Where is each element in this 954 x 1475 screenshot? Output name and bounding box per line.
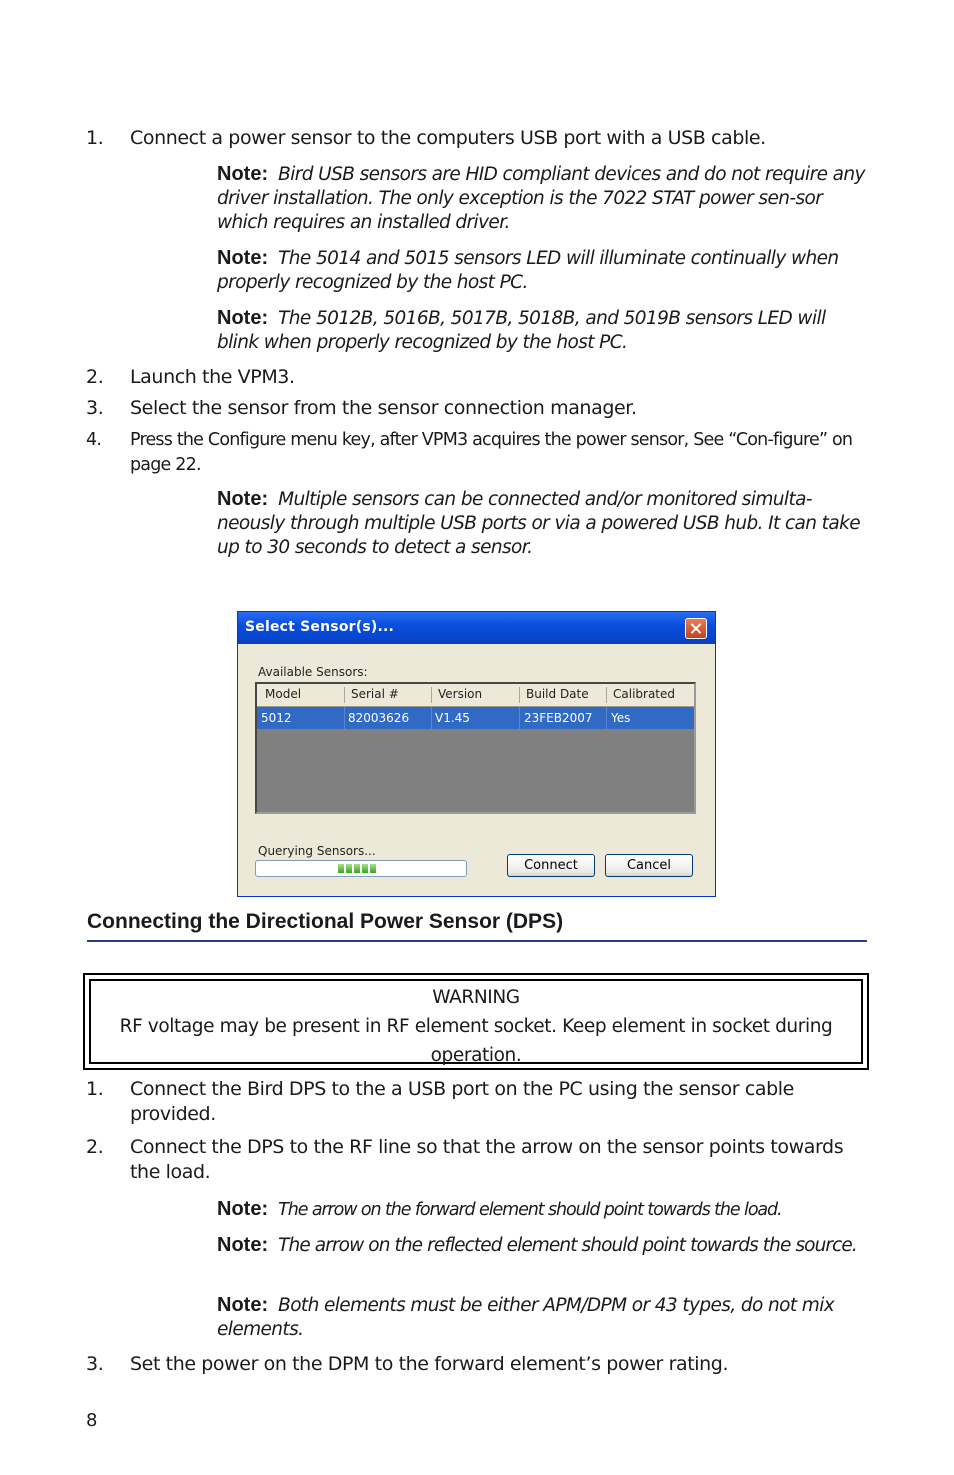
warning-inner bbox=[89, 979, 863, 1064]
note-text: The 5012B, 5016B, 5017B, 5018B, and 5019B sensors LED will blink when properly recognized by the host PC. bbox=[217, 308, 826, 353]
note-label: Note: bbox=[217, 163, 269, 185]
note-text: The arrow on the forward element should point towards the load. bbox=[278, 1200, 782, 1220]
note-text: Both elements must be either APM/DPM or 43 types, do not mix elements. bbox=[217, 1295, 835, 1340]
select-sensor-dialog bbox=[237, 611, 716, 897]
dialog-title: Select Sensor(s)... bbox=[245, 619, 395, 635]
note-block bbox=[217, 1233, 867, 1258]
note-label: Note: bbox=[217, 247, 269, 269]
column-divider bbox=[344, 707, 345, 729]
column-header-model[interactable]: Model bbox=[265, 687, 302, 701]
progress-block bbox=[354, 864, 360, 873]
progress-block bbox=[346, 864, 352, 873]
column-header-serial[interactable]: Serial # bbox=[351, 687, 399, 701]
progress-block bbox=[370, 864, 376, 873]
step-item bbox=[86, 396, 866, 421]
sensor-list[interactable] bbox=[255, 682, 696, 814]
note-label: Note: bbox=[217, 488, 269, 510]
step-item bbox=[86, 365, 866, 390]
step-number: 2. bbox=[86, 366, 104, 388]
step-item bbox=[86, 1352, 866, 1377]
step-item bbox=[86, 1077, 866, 1127]
column-divider bbox=[606, 707, 607, 729]
section-heading: Connecting the Directional Power Sensor (DPS) bbox=[87, 908, 867, 942]
note-text: The 5014 and 5015 sensors LED will illuminate continually when properly recognized by the host PC. bbox=[217, 248, 839, 293]
dialog-titlebar bbox=[238, 612, 715, 644]
step-text: Select the sensor from the sensor connection manager. bbox=[130, 397, 637, 419]
step-number: 1. bbox=[86, 127, 104, 149]
column-divider bbox=[431, 687, 432, 703]
note-block bbox=[217, 306, 867, 355]
step-text: Set the power on the DPM to the forward element’s power rating. bbox=[130, 1353, 729, 1375]
step-item bbox=[86, 126, 866, 151]
column-divider bbox=[431, 707, 432, 729]
note-block bbox=[217, 162, 867, 235]
close-icon[interactable] bbox=[685, 618, 707, 639]
column-divider bbox=[606, 687, 607, 703]
warning-title: WARNING bbox=[432, 987, 520, 1008]
step-number: 1. bbox=[86, 1078, 104, 1100]
progress-bar bbox=[255, 860, 467, 877]
cell-model: 5012 bbox=[261, 711, 292, 725]
step-item bbox=[86, 428, 866, 478]
note-block bbox=[217, 1293, 867, 1342]
table-row[interactable] bbox=[257, 707, 694, 729]
note-label: Note: bbox=[217, 1198, 269, 1220]
step-number: 4. bbox=[86, 430, 102, 450]
available-sensors-label: Available Sensors: bbox=[258, 665, 368, 679]
step-text: Connect the DPS to the RF line so that the arrow on the sensor points towards the load. bbox=[130, 1136, 844, 1183]
step-text: Connect the Bird DPS to the a USB port on the PC using the sensor cable provided. bbox=[130, 1078, 794, 1125]
progress-fill bbox=[338, 864, 376, 873]
cell-calibrated: Yes bbox=[611, 711, 631, 725]
column-divider bbox=[344, 687, 345, 703]
connect-button[interactable]: Connect bbox=[507, 854, 595, 877]
progress-block bbox=[338, 864, 344, 873]
sensor-list-header bbox=[257, 684, 694, 707]
column-header-version[interactable]: Version bbox=[438, 687, 483, 701]
step-number: 3. bbox=[86, 397, 104, 419]
querying-status: Querying Sensors... bbox=[258, 844, 376, 858]
note-block bbox=[217, 246, 867, 295]
note-block bbox=[217, 487, 867, 560]
cell-serial: 82003626 bbox=[348, 711, 410, 725]
column-header-calibrated[interactable]: Calibrated bbox=[613, 687, 676, 701]
step-number: 2. bbox=[86, 1136, 104, 1158]
step-text: Press the Configure menu key, after VPM3 acquires the power sensor, See “Con-figure” on page 22. bbox=[130, 430, 853, 475]
page-number: 8 bbox=[86, 1410, 98, 1431]
warning-box bbox=[83, 973, 869, 1070]
step-number: 3. bbox=[86, 1353, 104, 1375]
step-text: Launch the VPM3. bbox=[130, 366, 295, 388]
column-divider bbox=[519, 707, 520, 729]
cancel-button[interactable]: Cancel bbox=[605, 854, 693, 877]
progress-block bbox=[362, 864, 368, 873]
note-label: Note: bbox=[217, 1294, 269, 1316]
column-header-build-date[interactable]: Build Date bbox=[526, 687, 589, 701]
cell-build-date: 23FEB2007 bbox=[524, 711, 593, 725]
note-block bbox=[217, 1197, 867, 1222]
cell-version: V1.45 bbox=[435, 711, 470, 725]
step-text: Connect a power sensor to the computers USB port with a USB cable. bbox=[130, 127, 766, 149]
note-text: The arrow on the reflected element should point towards the source. bbox=[278, 1235, 857, 1256]
note-text: Bird USB sensors are HID compliant devices and do not require any driver installation. The only exception is the 7022 STAT power sen-sor which requires an installed driver. bbox=[217, 164, 865, 233]
warning-text: RF voltage may be present in RF element socket. Keep element in socket during operation. bbox=[119, 1016, 833, 1066]
note-label: Note: bbox=[217, 307, 269, 329]
column-divider bbox=[519, 687, 520, 703]
note-text: Multiple sensors can be connected and/or monitored simulta-neously through multiple USB ports or via a powered USB hub. It can take up to 30 seconds to detect a sensor. bbox=[217, 489, 860, 558]
note-label: Note: bbox=[217, 1234, 269, 1256]
step-item bbox=[86, 1135, 866, 1185]
